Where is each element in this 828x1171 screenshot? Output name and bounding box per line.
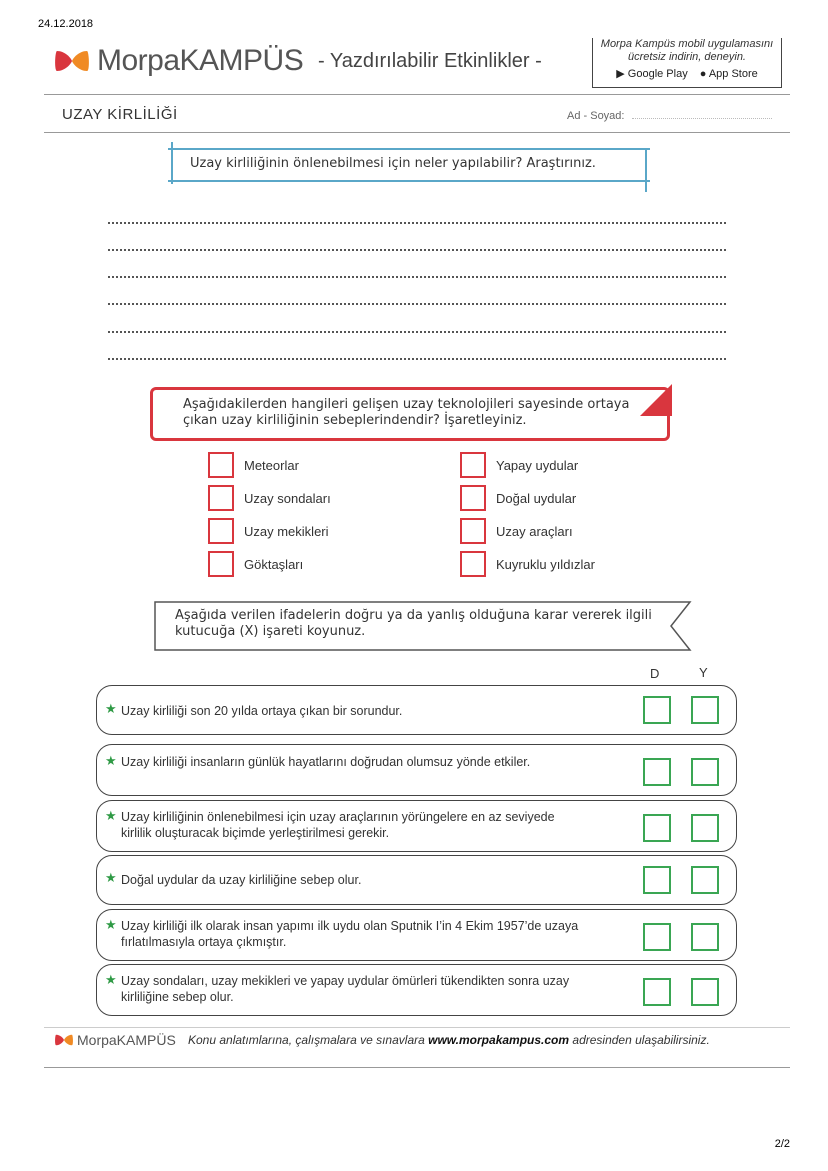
star-icon: ★ [105, 871, 117, 886]
print-date: 24.12.2018 [38, 18, 94, 30]
star-icon: ★ [105, 918, 117, 933]
name-line[interactable] [632, 118, 772, 119]
worksheet-title: UZAY KİRLİLİĞİ [62, 106, 178, 123]
true-checkbox[interactable] [643, 758, 671, 786]
column-yanlis: Y [699, 665, 708, 680]
true-checkbox[interactable] [643, 866, 671, 894]
app-store-label: App Store [708, 68, 758, 80]
app-promo [592, 38, 782, 88]
promo-line-1: Morpa Kampüs mobil uygulamasını [600, 38, 774, 50]
statement-text: Uzay kirliliği insanların günlük hayatlarını doğrudan olumsuz yönde etkiler. [121, 755, 531, 769]
false-checkbox[interactable] [691, 696, 719, 724]
false-checkbox[interactable] [691, 923, 719, 951]
statement-row [96, 855, 737, 905]
checkbox-dogal-uydular[interactable] [460, 485, 486, 511]
true-checkbox[interactable] [643, 978, 671, 1006]
apple-icon: ● [699, 68, 707, 80]
option-label: Göktaşları [244, 557, 304, 572]
footer-note [188, 1033, 710, 1047]
option-label: Kuyruklu yıldızlar [496, 557, 595, 572]
google-play-link[interactable] [616, 68, 687, 81]
false-checkbox[interactable] [691, 814, 719, 842]
question1-text: Uzay kirliliğinin önlenebilmesi için neler yapılabilir? Araştırınız. [190, 156, 596, 171]
checkbox-kuyruklu-yildizlar[interactable] [460, 551, 486, 577]
footer-logo-text: MorpaKAMPÜS [77, 1032, 176, 1048]
footer-divider-top [44, 1027, 790, 1028]
false-checkbox[interactable] [691, 866, 719, 894]
false-checkbox[interactable] [691, 758, 719, 786]
footer-logo [55, 1032, 176, 1048]
checkbox-goktaslari[interactable] [208, 551, 234, 577]
question3-text: Aşağıda verilen ifadelerin doğru ya da yanlış olduğuna karar vererek ilgili kutucuğa (X) işareti koyunuz. [175, 608, 652, 639]
option-label: Doğal uydular [496, 491, 577, 506]
star-icon: ★ [105, 809, 117, 824]
tagline: - Yazdırılabilir Etkinlikler - [318, 50, 542, 72]
true-checkbox[interactable] [643, 814, 671, 842]
footer-note-before: Konu anlatımlarına, çalışmalara ve sınavlara [188, 1033, 429, 1047]
page-number: 2/2 [774, 1138, 790, 1150]
question2-text: Aşağıdakilerden hangileri gelişen uzay teknolojileri sayesinde ortaya çıkan uzay kirliliğinin sebeplerindendir? İşaretleyiniz. [183, 397, 630, 428]
star-icon: ★ [105, 702, 117, 717]
option-label: Uzay mekikleri [244, 524, 329, 539]
statement-row [96, 685, 737, 735]
answer-line[interactable] [108, 222, 726, 224]
answer-line[interactable] [108, 358, 726, 360]
star-icon: ★ [105, 754, 117, 769]
true-checkbox[interactable] [643, 923, 671, 951]
footer-note-after: adresinden ulaşabilirsiniz. [569, 1033, 710, 1047]
checkbox-uzay-araclari[interactable] [460, 518, 486, 544]
option-label: Uzay sondaları [244, 491, 331, 506]
statement-row [96, 909, 737, 961]
answer-line[interactable] [108, 276, 726, 278]
statement-row [96, 800, 737, 852]
footer-url-link[interactable]: www.morpakampus.com [428, 1033, 570, 1047]
statement-row [96, 744, 737, 796]
app-store-link[interactable] [700, 68, 758, 81]
false-checkbox[interactable] [691, 978, 719, 1006]
question2-corner-fold [640, 384, 672, 416]
google-play-label: Google Play [627, 68, 688, 80]
option-label: Meteorlar [244, 458, 299, 473]
morpa-logo-icon [55, 1033, 73, 1047]
answer-line[interactable] [108, 303, 726, 305]
true-checkbox[interactable] [643, 696, 671, 724]
name-field[interactable] [567, 110, 772, 122]
statement-text: Doğal uydular da uzay kirliliğine sebep olur. [121, 873, 362, 887]
brand-logo-text: MorpaKAMPÜS [97, 44, 304, 77]
footer-divider-bottom [44, 1067, 790, 1068]
brand-logo [55, 44, 303, 78]
option-label: Yapay uydular [496, 458, 579, 473]
option-label: Uzay araçları [496, 524, 573, 539]
statement-text: Uzay kirliliği ilk olarak insan yapımı ilk uydu olan Sputnik I’in 4 Ekim 1957’de uzaya fırlatılmasıyla ortaya çıkmıştır. [121, 919, 579, 949]
column-dogru: D [650, 666, 660, 681]
star-icon: ★ [105, 973, 117, 988]
statement-text: Uzay sondaları, uzay mekikleri ve yapay uydular ömürleri tükendikten sonra uzay kirliliğine sebep olur. [121, 974, 570, 1004]
header-divider [44, 94, 790, 95]
name-label: Ad - Soyad: [567, 110, 625, 122]
morpa-logo-icon [55, 48, 89, 74]
checkbox-uzay-sondalari[interactable] [208, 485, 234, 511]
answer-line[interactable] [108, 249, 726, 251]
answer-line[interactable] [108, 331, 726, 333]
title-divider [44, 132, 790, 133]
statement-text: Uzay kirliliği son 20 yılda ortaya çıkan bir sorundur. [121, 704, 403, 718]
checkbox-uzay-mekikleri[interactable] [208, 518, 234, 544]
checkbox-yapay-uydular[interactable] [460, 452, 486, 478]
promo-line-2: ücretsiz indirin, deneyin. [627, 51, 746, 63]
play-icon: ▶ [616, 68, 625, 80]
statement-text: Uzay kirliliğinin önlenebilmesi için uzay araçlarının yörüngelere en az seviyede kirlilik oluşturacak biçimde yerleştirilmesi gerekir. [121, 810, 555, 840]
checkbox-meteorlar[interactable] [208, 452, 234, 478]
statement-row [96, 964, 737, 1016]
